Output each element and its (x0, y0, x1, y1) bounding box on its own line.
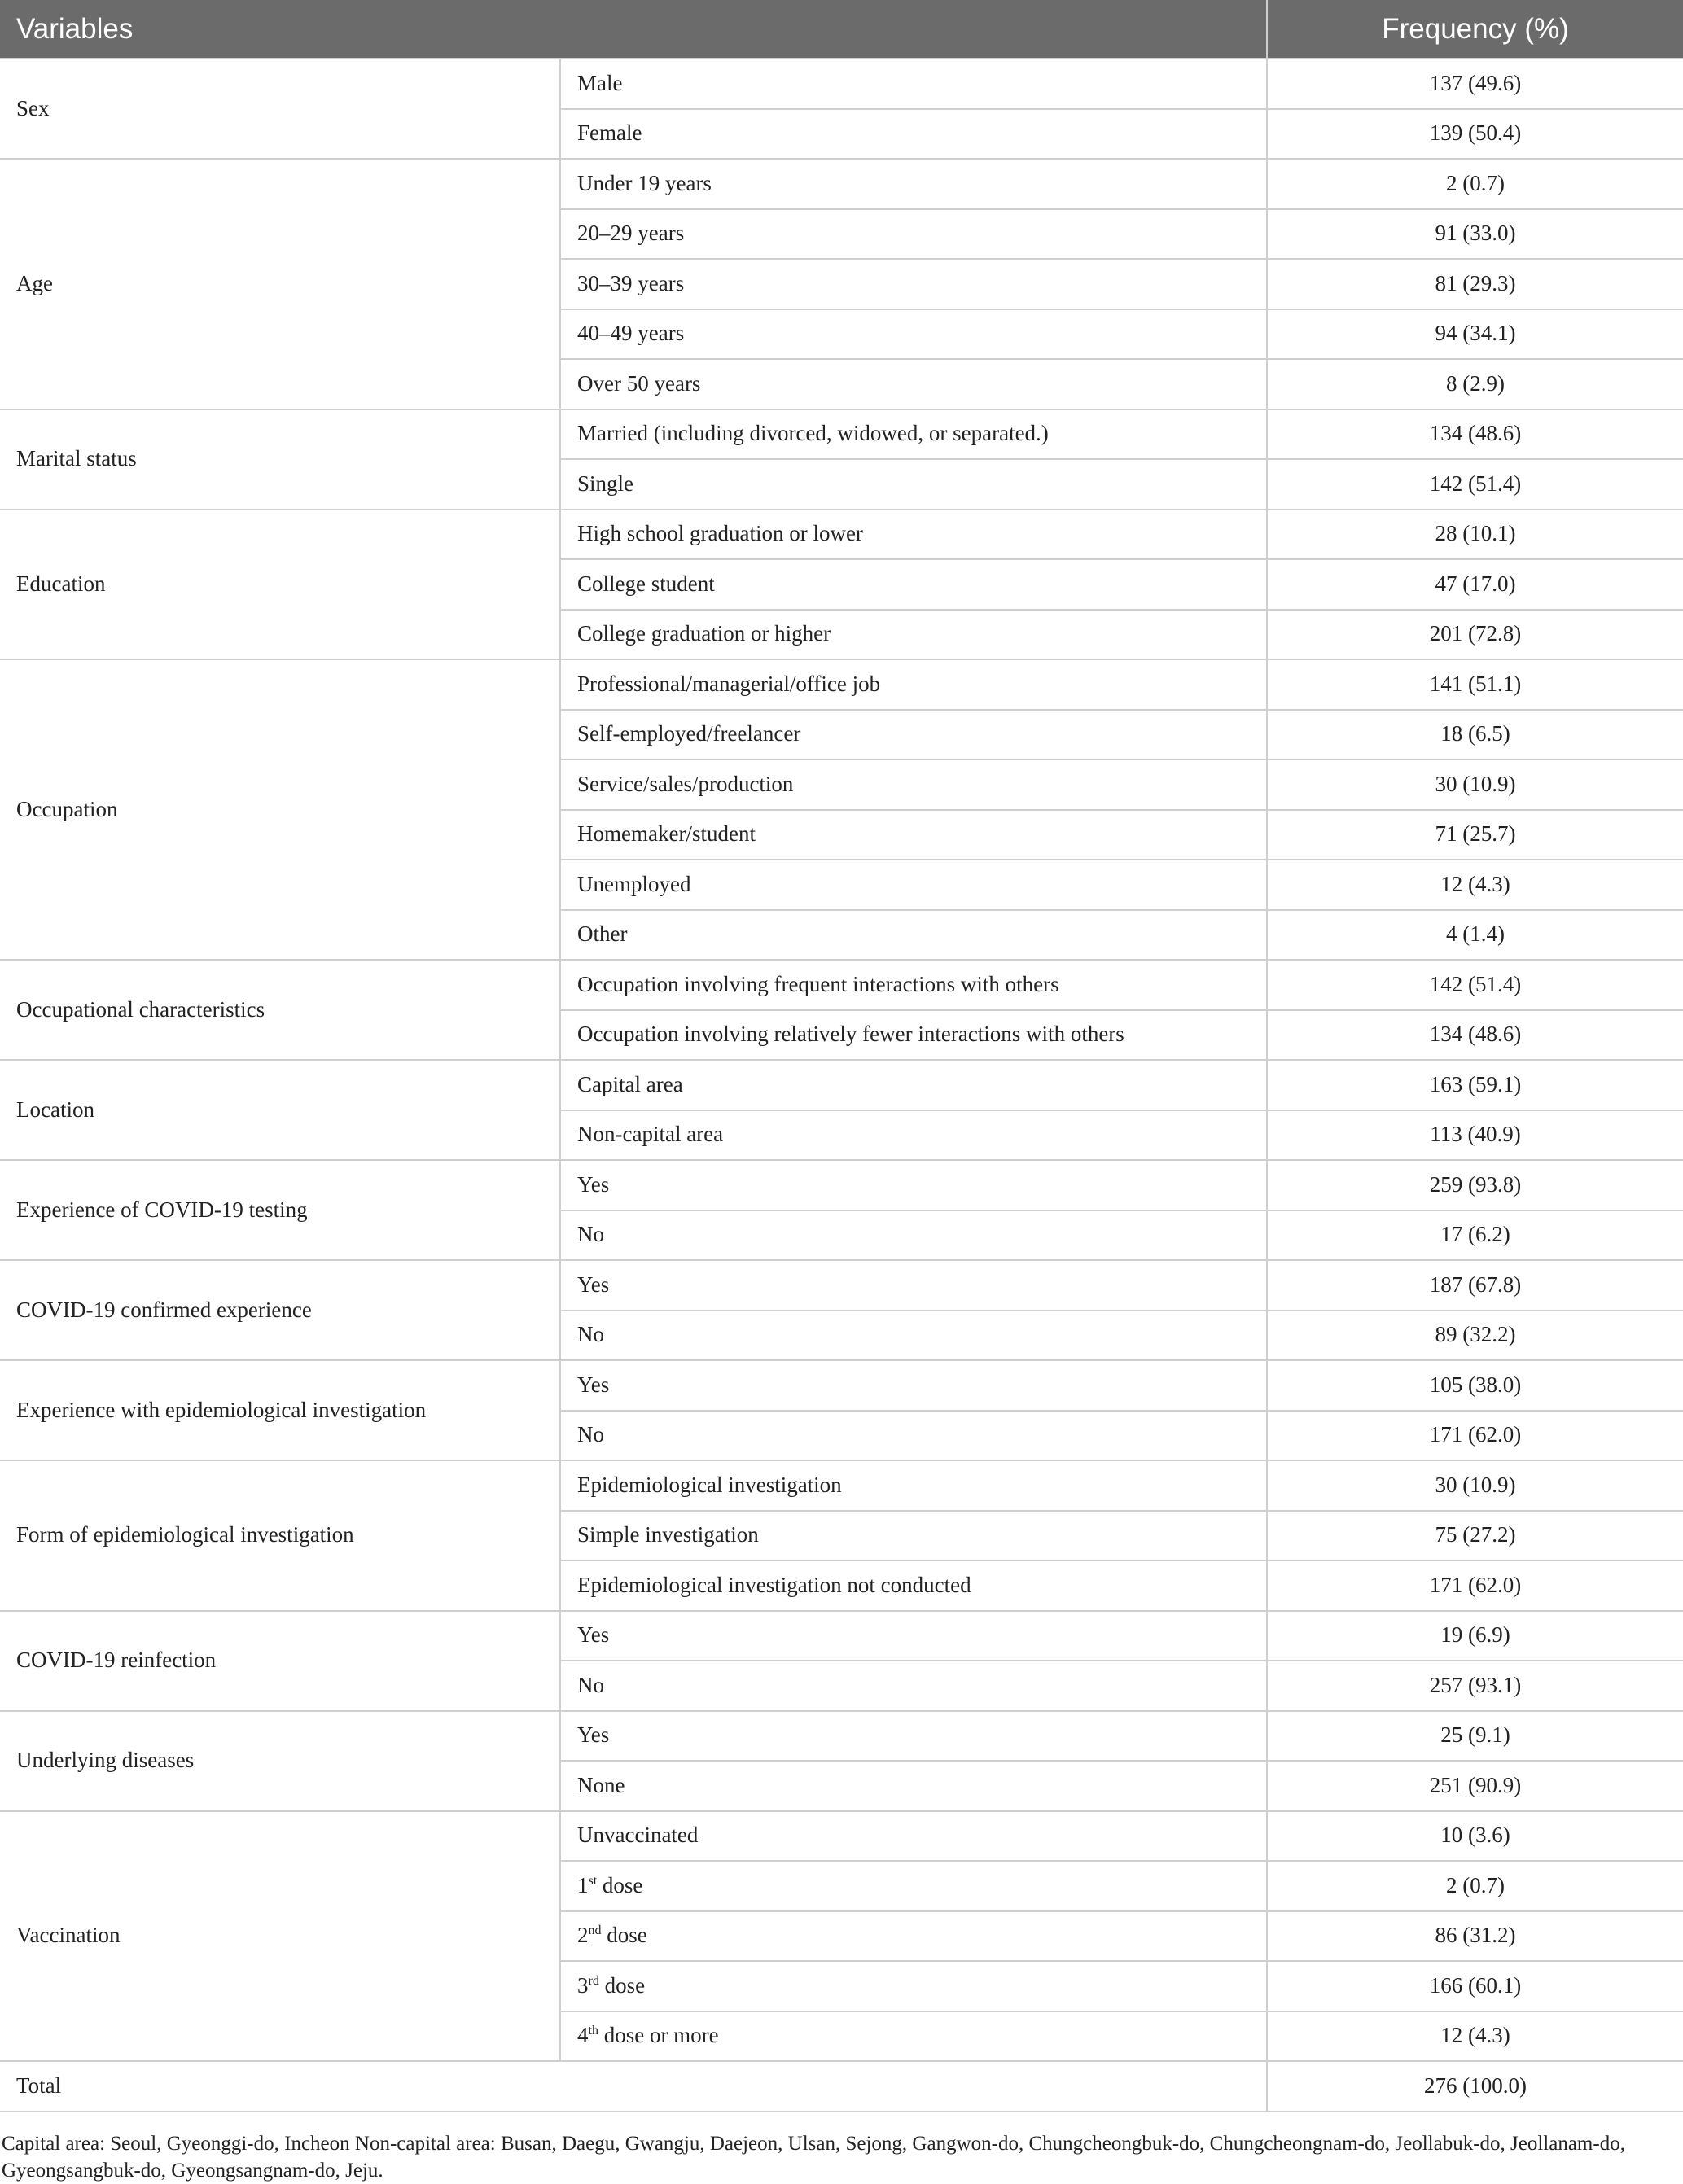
frequency-cell: 134 (48.6) (1267, 409, 1683, 460)
category-cell: Service/sales/production (560, 759, 1267, 810)
variable-cell: Form of epidemiological investigation (0, 1460, 560, 1611)
variable-cell: Vaccination (0, 1811, 560, 2062)
category-cell: Non-capital area (560, 1110, 1267, 1161)
dose-label: dose (597, 1872, 643, 1897)
variable-cell: COVID-19 confirmed experience (0, 1260, 560, 1360)
frequency-cell: 139 (50.4) (1267, 109, 1683, 160)
category-cell: Over 50 years (560, 359, 1267, 409)
frequency-cell: 12 (4.3) (1267, 2011, 1683, 2062)
frequency-cell: 8 (2.9) (1267, 359, 1683, 409)
category-cell (560, 2011, 1267, 2062)
table-row (0, 159, 1683, 209)
total-row (0, 2061, 1683, 2112)
category-cell: No (560, 1311, 1267, 1361)
table-footnote: Capital area: Seoul, Gyeonggi-do, Incheon Non-capital area: Busan, Daegu, Gwangju, Daejeon, Ulsan, Sejong, Gangwon-do, Chungcheongbuk-do, Chungcheongnam-do, Jeollabuk-do, Jeollanam-do, Gyeongsangbuk-do, Gyeongsangnam-do, Jeju. (2, 2132, 1625, 2182)
table-header (0, 0, 1683, 59)
category-cell: Unvaccinated (560, 1811, 1267, 1862)
category-cell: Under 19 years (560, 159, 1267, 209)
ordinal-suffix: st (588, 1873, 598, 1888)
category-cell: Other (560, 910, 1267, 961)
frequency-cell: 94 (34.1) (1267, 309, 1683, 360)
dose-label: dose (598, 1972, 646, 1998)
variable-cell: Age (0, 159, 560, 409)
frequency-cell: 89 (32.2) (1267, 1311, 1683, 1361)
variable-cell: Underlying diseases (0, 1711, 560, 1811)
table-row (0, 409, 1683, 460)
category-cell: 30–39 years (560, 259, 1267, 309)
table-row (0, 1460, 1683, 1511)
frequency-cell: 171 (62.0) (1267, 1411, 1683, 1461)
frequency-cell: 137 (49.6) (1267, 59, 1683, 109)
ordinal-suffix: th (588, 2024, 598, 2038)
dose-number: 3 (577, 1972, 589, 1998)
table-row (0, 1260, 1683, 1311)
category-cell: Epidemiological investigation (560, 1460, 1267, 1511)
variable-cell: Education (0, 510, 560, 660)
frequency-cell: 201 (72.8) (1267, 610, 1683, 660)
frequency-cell: 47 (17.0) (1267, 559, 1683, 610)
category-cell: High school graduation or lower (560, 510, 1267, 560)
frequency-cell: 251 (90.9) (1267, 1761, 1683, 1811)
total-value: 276 (100.0) (1267, 2061, 1683, 2112)
variable-cell: Occupational characteristics (0, 960, 560, 1060)
category-cell: Single (560, 459, 1267, 510)
category-cell: College graduation or higher (560, 610, 1267, 660)
variable-cell: Marital status (0, 409, 560, 510)
category-cell: Occupation involving relatively fewer interactions with others (560, 1010, 1267, 1061)
frequency-cell: 28 (10.1) (1267, 510, 1683, 560)
category-cell: Homemaker/student (560, 810, 1267, 860)
dose-label: dose (601, 1923, 647, 1948)
table-row (0, 659, 1683, 710)
frequency-cell: 187 (67.8) (1267, 1260, 1683, 1311)
category-cell: Female (560, 109, 1267, 160)
header-frequency: Frequency (%) (1267, 0, 1683, 59)
table-row (0, 510, 1683, 560)
category-cell: Epidemiological investigation not conducted (560, 1560, 1267, 1611)
frequency-cell: 25 (9.1) (1267, 1711, 1683, 1762)
frequency-cell: 141 (51.1) (1267, 659, 1683, 710)
frequency-cell: 259 (93.8) (1267, 1160, 1683, 1210)
dose-number: 2 (577, 1923, 589, 1948)
table-row (0, 1711, 1683, 1762)
frequency-cell: 142 (51.4) (1267, 459, 1683, 510)
category-cell: Male (560, 59, 1267, 109)
frequency-cell: 81 (29.3) (1267, 259, 1683, 309)
table-row (0, 1060, 1683, 1110)
table-row (0, 1811, 1683, 1862)
table-row (0, 1160, 1683, 1210)
category-cell: Self-employed/freelancer (560, 710, 1267, 760)
table-body (0, 59, 1683, 2112)
category-cell: Capital area (560, 1060, 1267, 1110)
category-cell: Married (including divorced, widowed, or separated.) (560, 409, 1267, 460)
frequency-cell: 134 (48.6) (1267, 1010, 1683, 1061)
table-row (0, 960, 1683, 1010)
total-label: Total (0, 2061, 1267, 2112)
category-cell: Simple investigation (560, 1511, 1267, 1561)
category-cell (560, 1911, 1267, 1962)
frequency-cell: 166 (60.1) (1267, 1961, 1683, 2011)
frequency-cell: 75 (27.2) (1267, 1511, 1683, 1561)
frequency-cell: 30 (10.9) (1267, 759, 1683, 810)
variable-cell: Occupation (0, 659, 560, 960)
frequency-cell: 105 (38.0) (1267, 1360, 1683, 1411)
category-cell: Unemployed (560, 860, 1267, 910)
frequency-cell: 17 (6.2) (1267, 1210, 1683, 1261)
frequency-cell: 18 (6.5) (1267, 710, 1683, 760)
frequency-cell: 113 (40.9) (1267, 1110, 1683, 1161)
frequency-cell: 2 (0.7) (1267, 159, 1683, 209)
variable-cell: Experience with epidemiological investigation (0, 1360, 560, 1460)
table-row (0, 1360, 1683, 1411)
ordinal-suffix: nd (588, 1924, 602, 1938)
table-row (0, 59, 1683, 109)
dose-label: dose or more (598, 2023, 719, 2048)
frequency-cell: 4 (1.4) (1267, 910, 1683, 961)
frequency-cell: 10 (3.6) (1267, 1811, 1683, 1862)
frequency-cell: 163 (59.1) (1267, 1060, 1683, 1110)
category-cell (560, 1961, 1267, 2011)
category-cell: Yes (560, 1711, 1267, 1762)
category-cell: Yes (560, 1360, 1267, 1411)
variable-cell: Sex (0, 59, 560, 159)
header-variables: Variables (0, 0, 1267, 59)
frequency-cell: 142 (51.4) (1267, 960, 1683, 1010)
frequency-cell: 19 (6.9) (1267, 1611, 1683, 1661)
dose-number: 4 (577, 2023, 589, 2048)
frequency-cell: 2 (0.7) (1267, 1861, 1683, 1911)
table-row (0, 1611, 1683, 1661)
variable-cell: Experience of COVID-19 testing (0, 1160, 560, 1260)
category-cell: College student (560, 559, 1267, 610)
variable-cell: COVID-19 reinfection (0, 1611, 560, 1711)
category-cell: Occupation involving frequent interactions with others (560, 960, 1267, 1010)
category-cell (560, 1861, 1267, 1911)
variable-cell: Location (0, 1060, 560, 1160)
category-cell: Yes (560, 1260, 1267, 1311)
category-cell: None (560, 1761, 1267, 1811)
category-cell: Yes (560, 1611, 1267, 1661)
category-cell: No (560, 1661, 1267, 1711)
dose-number: 1 (577, 1872, 589, 1897)
frequency-cell: 86 (31.2) (1267, 1911, 1683, 1962)
frequency-cell: 257 (93.1) (1267, 1661, 1683, 1711)
frequency-cell: 12 (4.3) (1267, 860, 1683, 910)
frequency-cell: 30 (10.9) (1267, 1460, 1683, 1511)
category-cell: No (560, 1210, 1267, 1261)
ordinal-suffix: rd (588, 1973, 599, 1988)
frequency-cell: 91 (33.0) (1267, 209, 1683, 260)
frequency-cell: 71 (25.7) (1267, 810, 1683, 860)
category-cell: No (560, 1411, 1267, 1461)
category-cell: Professional/managerial/office job (560, 659, 1267, 710)
category-cell: Yes (560, 1160, 1267, 1210)
category-cell: 20–29 years (560, 209, 1267, 260)
frequency-cell: 171 (62.0) (1267, 1560, 1683, 1611)
category-cell: 40–49 years (560, 309, 1267, 360)
